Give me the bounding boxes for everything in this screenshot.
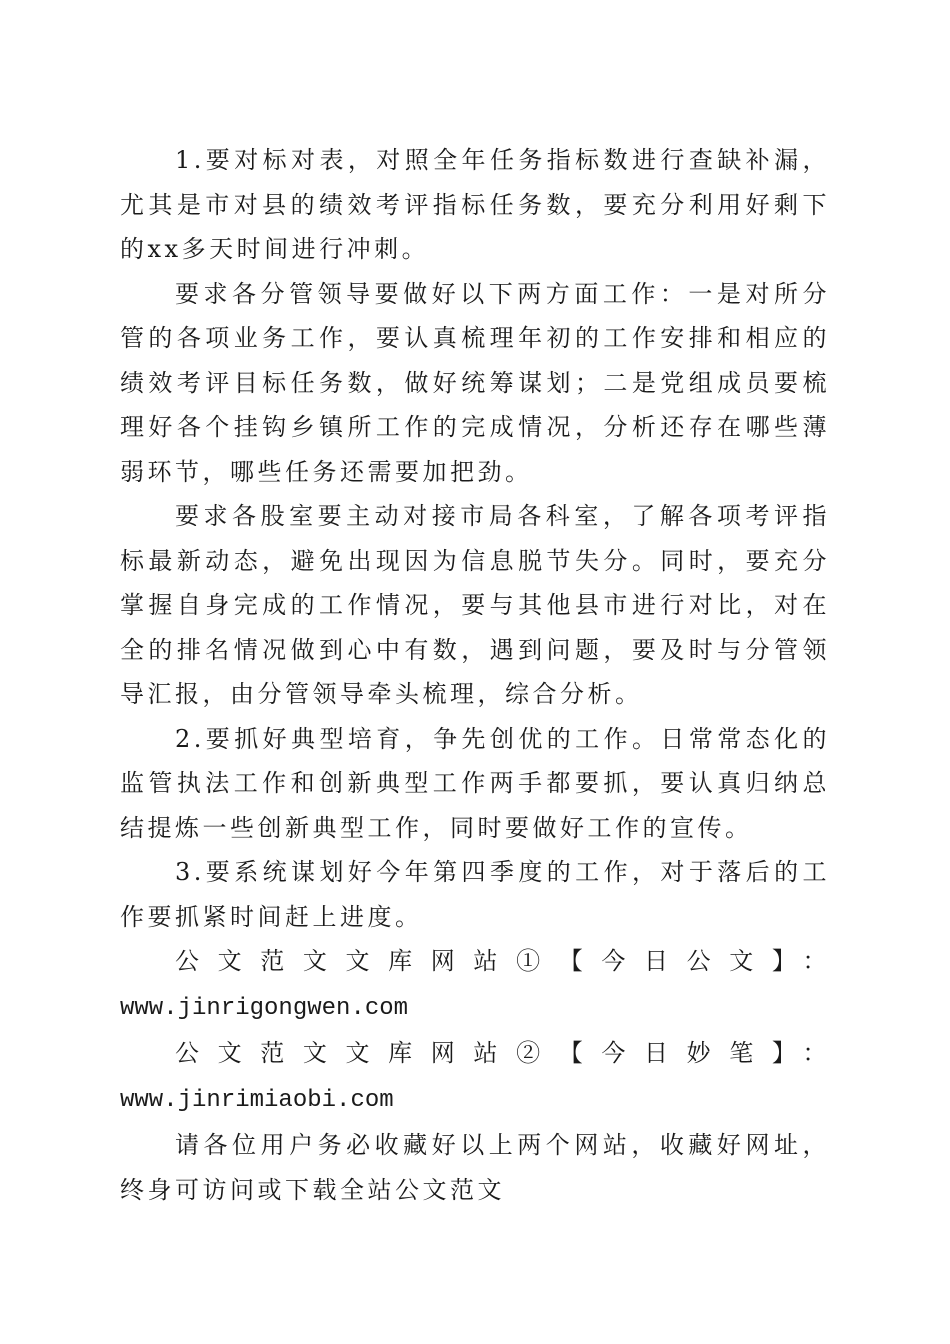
site-2-url[interactable]: www.jinrimiaobi.com — [120, 1086, 394, 1114]
paragraph-3: 要求各股室要主动对接市局各科室，了解各项考评指标最新动态，避免出现因为信息脱节失分。同时，要充分掌握自身完成的工作情况，要与其他县市进行对比，对在全的排名情况做到心中有数，遇到问题，要及时与分管领导汇报，由分管领导牵头梳理，综合分析。 — [120, 502, 830, 708]
site-1-line — [120, 939, 830, 984]
site-2-line — [120, 1031, 830, 1123]
paragraph-1: 1.要对标对表，对照全年任务指标数进行查缺补漏，尤其是市对县的绩效考评指标任务数，要充分利用好剩下的xx多天时间进行冲刺。 — [120, 146, 830, 263]
site-1-url-line — [120, 984, 830, 1032]
closing-paragraph: 请各位用户务必收藏好以上两个网站，收藏好网址，终身可访问或下载全站公文范文 — [120, 1131, 830, 1204]
paragraph-5: 3.要系统谋划好今年第四季度的工作，对于落后的工作要抓紧时间赶上进度。 — [120, 858, 830, 931]
site-1-url[interactable]: www.jinrigongwen.com — [120, 994, 409, 1022]
document-body — [120, 138, 830, 1212]
paragraph-2: 要求各分管领导要做好以下两方面工作：一是对所分管的各项业务工作，要认真梳理年初的工作安排和相应的绩效考评目标任务数，做好统筹谋划；二是党组成员要梳理好各个挂钩乡镇所工作的完成情况，分析还存在哪些薄弱环节，哪些任务还需要加把劲。 — [120, 279, 830, 486]
site-1-label: 公文范文文库网站①【今日公文】： — [175, 947, 830, 975]
paragraph-4: 2.要抓好典型培育，争先创优的工作。日常常态化的监管执法工作和创新典型工作两手都要抓，要认真归纳总结提炼一些创新典型工作，同时要做好工作的宣传。 — [120, 724, 830, 842]
site-2-label: 公文范文文库网站②【今日妙笔】： — [175, 1039, 830, 1067]
